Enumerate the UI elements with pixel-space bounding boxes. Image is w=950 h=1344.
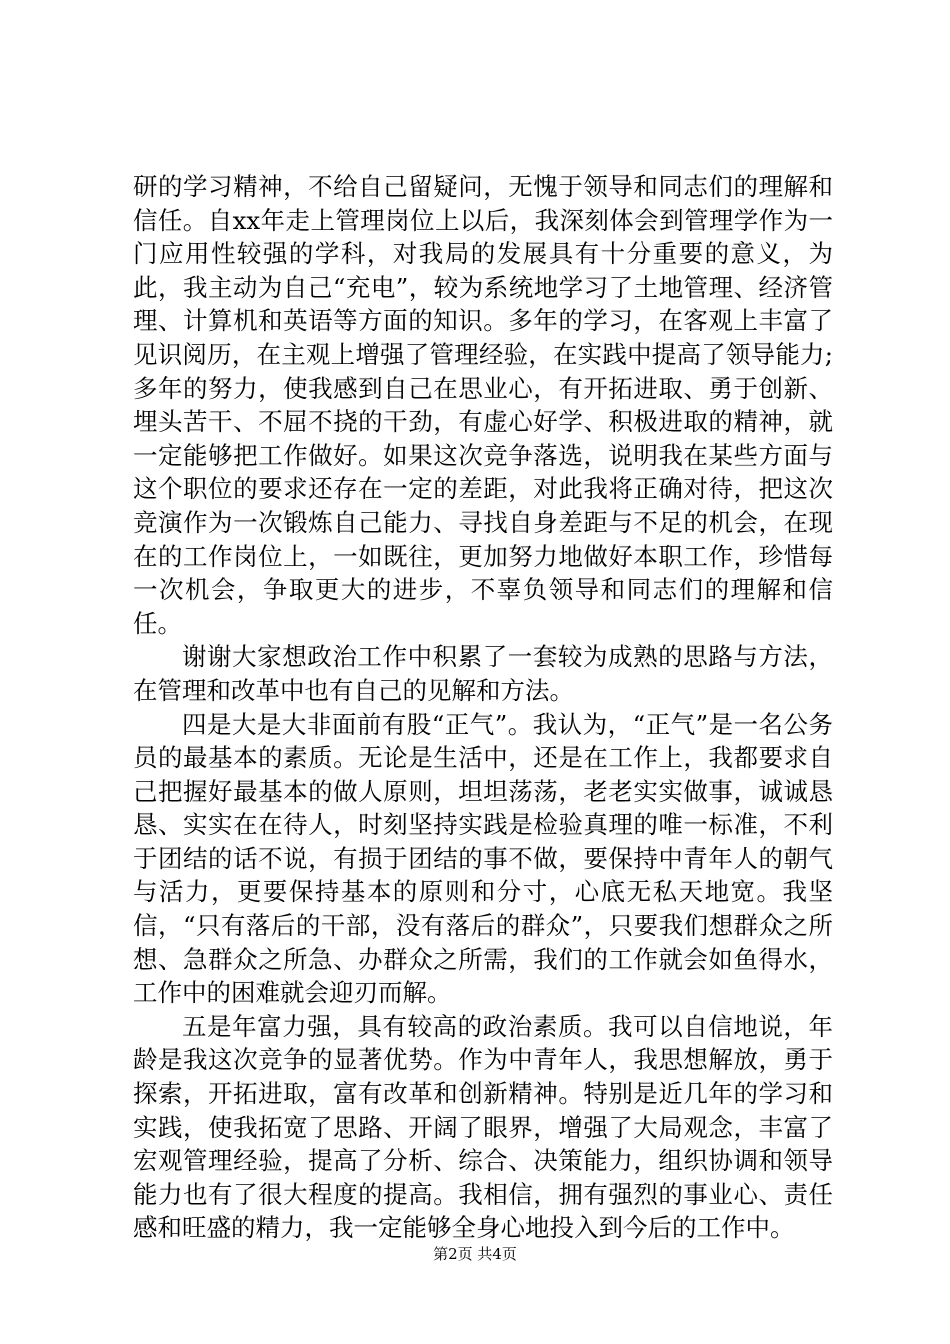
paragraph-thanks: 谢谢大家想政治工作中积累了一套较为成熟的思路与方法，在管理和改革中也有自己的见解和方法。 (133, 642, 833, 705)
page-number-footer: 第2页 共4页 (433, 1245, 517, 1263)
document-body (133, 170, 833, 1245)
paragraph-point-four: 四是大是大非面前有股“正气”。我认为，“正气”是一名公务员的最基本的素质。无论是生活中，还是在工作上，我都要求自己把握好最基本的做人原则，坦坦荡荡，老老实实做事，诚诚恳恳、实实在在待人，时刻坚持实践是检验真理的唯一标准，不利于团结的话不说，有损于团结的事不做，要保持中青年人的朝气与活力，更要保持基本的原则和分寸，心底无私天地宽。我坚信，“只有落后的干部，没有落后的群众”，只要我们想群众之所想、急群众之所急、办群众之所需，我们的工作就会如鱼得水，工作中的困难就会迎刃而解。 (133, 709, 833, 1008)
paragraph-continuation: 研的学习精神，不给自己留疑问，无愧于领导和同志们的理解和信任。自xx年走上管理岗位上以后，我深刻体会到管理学作为一门应用性较强的学科，对我局的发展具有十分重要的意义，为此，我主动为自己“充电”，较为系统地学习了土地管理、经济管理、计算机和英语等方面的知识。多年的学习，在客观上丰富了见识阅历，在主观上增强了管理经验，在实践中提高了领导能力;多年的努力，使我感到自己在思业心，有开拓进取、勇于创新、埋头苦干、不屈不挠的干劲，有虚心好学、积极进取的精神，就一定能够把工作做好。如果这次竞争落选，说明我在某些方面与这个职位的要求还存在一定的差距，对此我将正确对待，把这次竞演作为一次锻炼自己能力、寻找自身差距与不足的机会，在现在的工作岗位上，一如既往，更加努力地做好本职工作，珍惜每一次机会，争取更大的进步，不辜负领导和同志们的理解和信任。 (133, 172, 833, 638)
paragraph-point-five: 五是年富力强，具有较高的政治素质。我可以自信地说，年龄是我这次竞争的显著优势。作为中青年人，我思想解放，勇于探索，开拓进取，富有改革和创新精神。特别是近几年的学习和实践，使我拓宽了思路、开阔了眼界，增强了大局观念，丰富了宏观管理经验，提高了分析、综合、决策能力，组织协调和领导能力也有了很大程度的提高。我相信，拥有强烈的事业心、责任感和旺盛的精力，我一定能够全身心地投入到今后的工作中。 (133, 1011, 833, 1243)
